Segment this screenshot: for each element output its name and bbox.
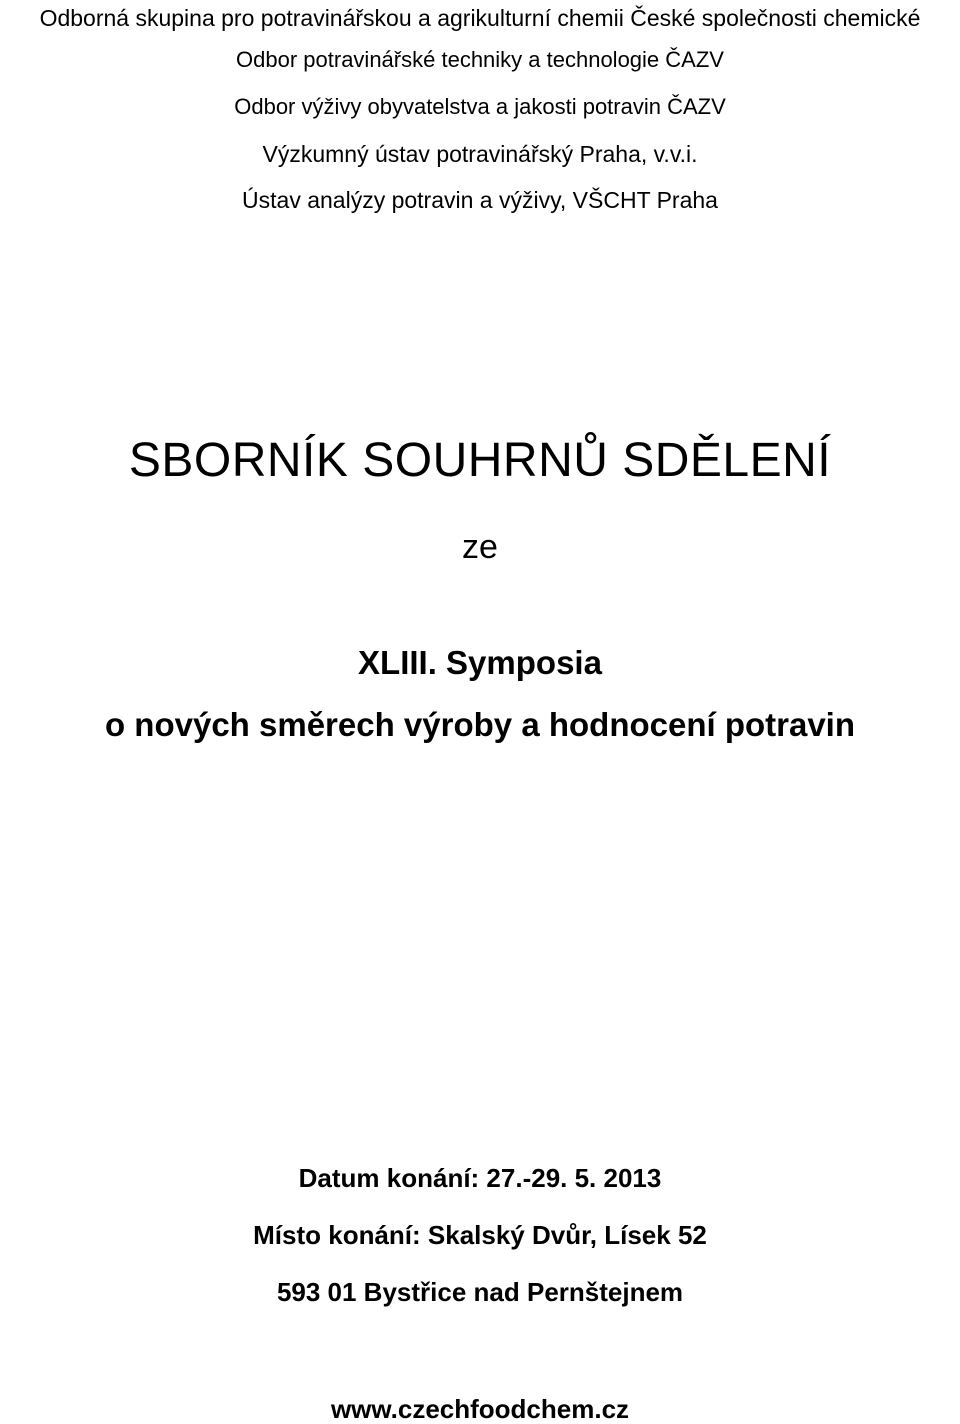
organizer-line-5: Ústav analýzy potravin a výživy, VŠCHT Praha bbox=[242, 187, 718, 213]
main-title: SBORNÍK SOUHRNŮ SDĚLENÍ bbox=[128, 434, 832, 487]
symposium-subtitle: o nových směrech výroby a hodnocení potravin bbox=[104, 706, 856, 743]
organizer-line-4: Výzkumný ústav potravinářský Praha, v.v.i. bbox=[262, 141, 698, 167]
website-link[interactable]: www.czechfoodchem.cz bbox=[330, 1394, 630, 1424]
organizer-line-2: Odbor potravinářské techniky a technologie ČAZV bbox=[236, 47, 724, 72]
event-address: 593 01 Bystřice nad Pernštejnem bbox=[276, 1277, 684, 1307]
symposium-number: XLIII. Symposia bbox=[358, 644, 602, 681]
organizer-line-3: Odbor výživy obyvatelstva a jakosti potravin ČAZV bbox=[234, 94, 726, 119]
event-date: Datum konání: 27.-29. 5. 2013 bbox=[298, 1163, 662, 1193]
event-venue: Místo konání: Skalský Dvůr, Lísek 52 bbox=[253, 1220, 707, 1250]
organizer-line-1: Odborná skupina pro potravinářskou a agrikulturní chemii České společnosti chemické bbox=[39, 5, 921, 31]
connector-text: ze bbox=[462, 528, 498, 566]
